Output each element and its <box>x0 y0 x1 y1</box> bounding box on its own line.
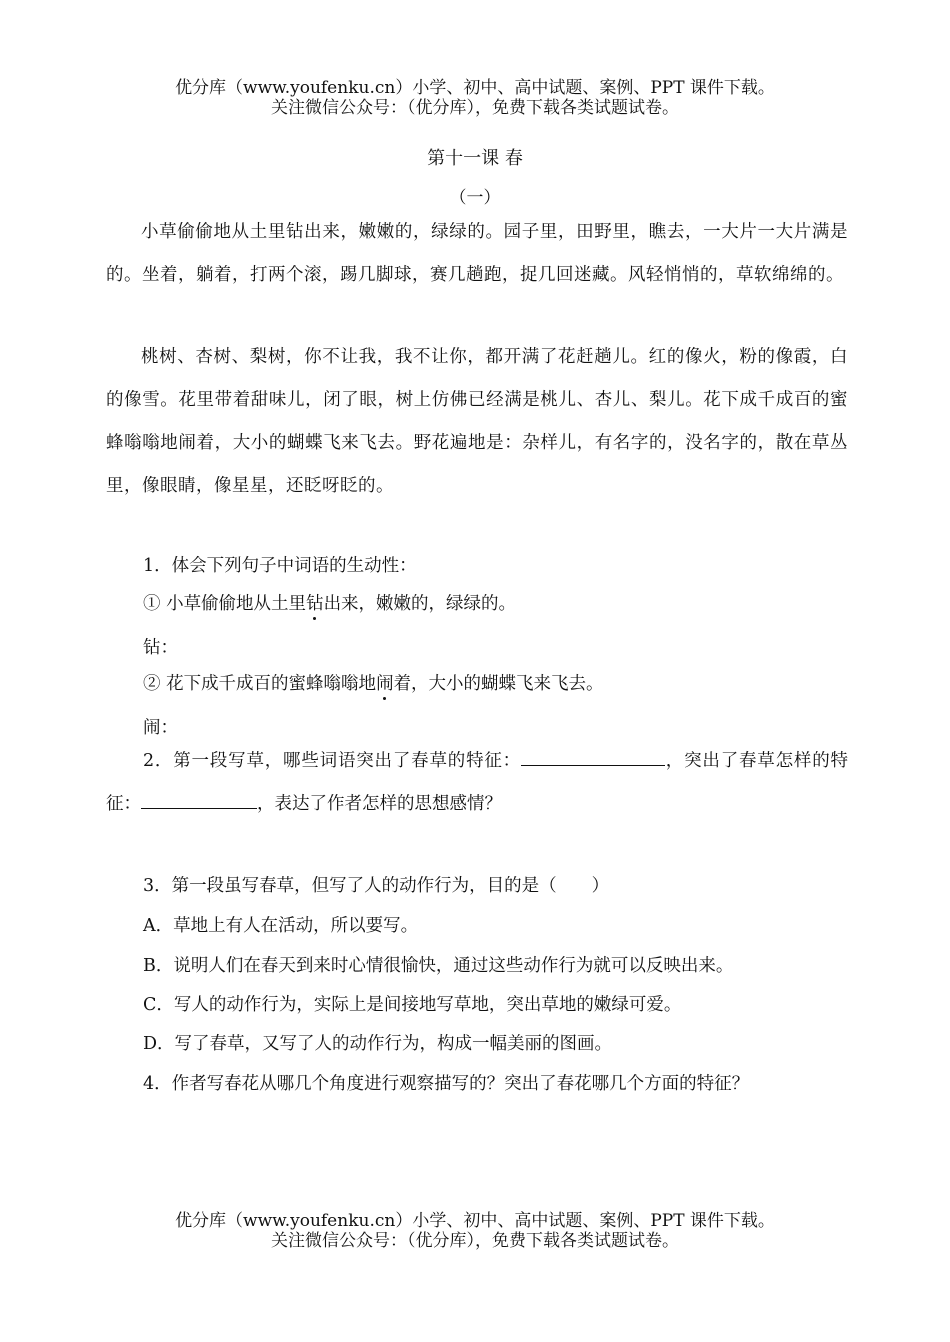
sentence-2-after: 着，大小的蝴蝶飞来飞去。 <box>393 674 604 694</box>
question-3-prompt: 3．第一段虽写春草，但写了人的动作行为，目的是（ ） <box>143 876 610 896</box>
question-2-part-3: ，表达了作者怎样的思想感情？ <box>257 794 502 814</box>
passage-paragraph-2: 桃树、杏树、梨树，你不让我，我不让你，都开满了花赶趟儿。红的像火，粉的像霞，白的像雪。花里带着甜味儿，闭了眼，树上仿佛已经满是桃儿、杏儿、梨儿。花下成千成百的蜜蜂嗡嗡地闹着，大小的蝴蝶飞来飞去。野花遍地是：杂样儿，有名字的，没名字的，散在草丛里，像眼睛，像星星，还眨呀眨的。 <box>106 347 848 496</box>
page-footer <box>0 1211 950 1251</box>
question-1-answer-label-2: 闹： <box>143 718 178 738</box>
question-3-option-b: B．说明人们在春天到来时心情很愉快，通过这些动作行为就可以反映出来。 <box>143 956 734 976</box>
emphasized-word-zuan: 钻 <box>306 594 324 614</box>
passage-paragraph-1: 小草偷偷地从土里钻出来，嫩嫩的，绿绿的。园子里，田野里，瞧去，一大片一大片满是的。坐着，躺着，打两个滚，踢几脚球，赛几趟跑，捉几回迷藏。风轻悄悄的，草软绵绵的。 <box>106 222 848 285</box>
sentence-1-before: ① 小草偷偷地从土里 <box>143 594 307 614</box>
page-header <box>0 78 950 118</box>
question-2 <box>106 740 848 826</box>
header-line-1: 优分库（www.youfenku.cn）小学、初中、高中试题、案例、PPT 课件下载。 <box>175 78 775 98</box>
question-1-sentence-1 <box>143 590 516 615</box>
footer-line-1: 优分库（www.youfenku.cn）小学、初中、高中试题、案例、PPT 课件下载。 <box>175 1211 775 1231</box>
question-3-option-c: C．写人的动作行为，实际上是间接地写草地，突出草地的嫩绿可爱。 <box>143 995 682 1015</box>
question-3-option-a: A．草地上有人在活动，所以要写。 <box>143 916 419 936</box>
question-2-part-1: 2．第一段写草，哪些词语突出了春草的特征： <box>143 751 521 771</box>
question-1-sentence-2 <box>143 670 604 695</box>
answer-blank-2[interactable] <box>141 792 257 809</box>
question-4-prompt: 4．作者写春花从哪几个角度进行观察描写的？突出了春花哪几个方面的特征？ <box>143 1074 750 1094</box>
answer-blank-1[interactable] <box>521 749 665 766</box>
emphasized-word-nao: 闹 <box>376 674 394 694</box>
question-1-answer-label-1: 钻： <box>143 638 178 658</box>
question-1-prompt: 1．体会下列句子中词语的生动性： <box>143 556 417 576</box>
footer-line-2: 关注微信公众号：（优分库），免费下载各类试题试卷。 <box>271 1231 679 1251</box>
lesson-title: 第十一课 春 <box>427 148 523 169</box>
section-title: （一） <box>449 188 501 208</box>
sentence-2-before: ② 花下成千成百的蜜蜂嗡嗡地 <box>143 674 377 694</box>
sentence-1-after: 出来，嫩嫩的，绿绿的。 <box>323 594 517 614</box>
question-3-option-d: D．写了春草，又写了人的动作行为，构成一幅美丽的图画。 <box>143 1034 613 1054</box>
header-line-2: 关注微信公众号：（优分库），免费下载各类试题试卷。 <box>271 98 679 118</box>
question-2-part-2: ，突出了春草怎样的特征： <box>106 751 849 814</box>
